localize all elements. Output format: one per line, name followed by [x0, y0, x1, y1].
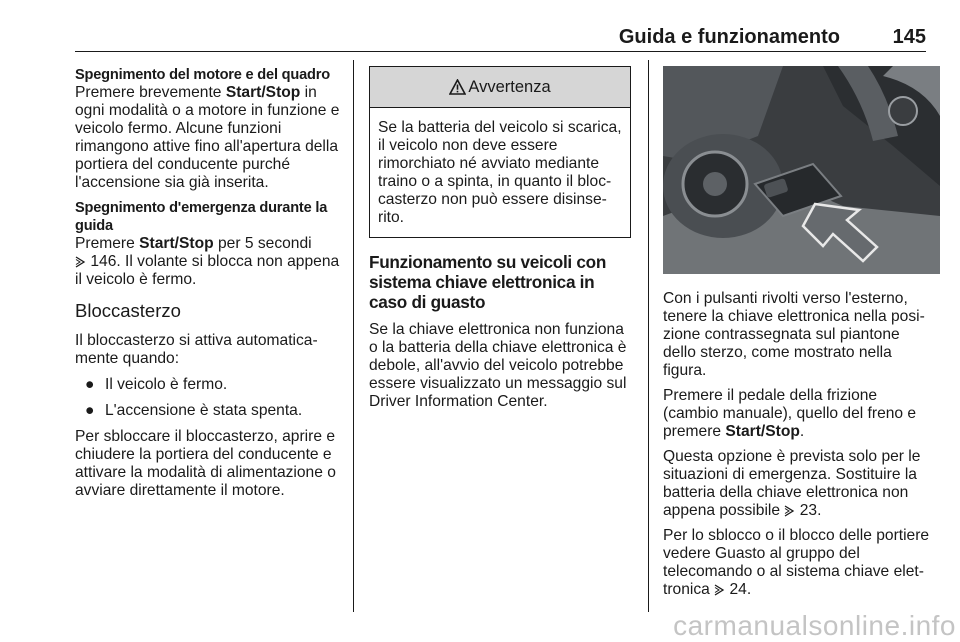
- section-title: Guida e funzionamento: [618, 26, 840, 48]
- bullet-icon: ●: [85, 376, 95, 393]
- warning-title: Avvertenza: [468, 78, 551, 96]
- list-item-text: L'accensione è stata spenta.: [105, 402, 303, 419]
- text: .: [817, 502, 822, 519]
- text: Per lo sblocco o il blocco delle portiere vedere Guasto al gruppo del telecomando o al sistema chiave elet-tronica: [663, 527, 930, 598]
- page-reference[interactable]: [784, 502, 817, 519]
- text: in ogni modalità o a motore in funzione e veicolo fermo. Alcune funzioni rimangono attive fino all'apertura della portiera del conducente purché l'accensione sia già inserita.: [75, 84, 340, 191]
- bullet-icon: ●: [85, 402, 95, 419]
- page-number: 145: [892, 26, 926, 48]
- text: Premere brevemente: [75, 84, 226, 101]
- list-item-text: Il veicolo è fermo.: [105, 376, 228, 393]
- paragraph-emergency-off: [75, 235, 343, 289]
- column-divider-1: [353, 60, 354, 612]
- page-reference-arrow-icon: [714, 584, 725, 596]
- page-reference[interactable]: [75, 253, 116, 270]
- page-reference-number: 24: [729, 581, 747, 598]
- list-item: [75, 376, 343, 394]
- column-middle: [369, 66, 635, 418]
- button-name-start-stop: Start/Stop: [225, 84, 301, 101]
- paragraph-steering-unlock: Per sbloccare il bloccasterzo, aprire e chiudere la portiera del conducente e attivare la modalità di alimentazione o avviare direttamente il motore.: [75, 428, 336, 499]
- steering-column-key-photo: [663, 66, 940, 274]
- paragraph-press-pedal: [663, 387, 933, 441]
- heading-steering-lock: Bloccasterzo: [75, 300, 181, 321]
- column-right: [663, 66, 933, 606]
- subheading-emergency-off: Spegnimento d'emergenza durante la guida: [75, 200, 328, 234]
- warning-header: [370, 67, 630, 108]
- text: .: [746, 581, 752, 598]
- page-reference[interactable]: [714, 581, 747, 598]
- paragraph-engine-off: [75, 84, 343, 192]
- watermark: carmanualsonline.info: [673, 610, 956, 641]
- page-reference-arrow-icon: [75, 256, 86, 268]
- list-item: [75, 402, 343, 420]
- page-reference-arrow-icon: [784, 505, 795, 517]
- page-reference-number: 146: [90, 253, 117, 270]
- text: . Il volante si blocca non appena il veicolo è fermo.: [75, 253, 340, 288]
- paragraph-hold-key: Con i pulsanti rivolti verso l'esterno, tenere la chiave elettronica nella posi-zione contrassegnata sul piantone dello sterzo, come mostrato nella figura.: [663, 290, 925, 379]
- column-divider-2: [648, 60, 649, 612]
- paragraph-unlock-doors: [663, 527, 933, 599]
- paragraph-steering-lock-intro: Il bloccasterzo si attiva automatica-mente quando:: [75, 332, 318, 367]
- warning-text: Se la batteria del veicolo si scarica, il veicolo non deve essere rimorchiato né avviato mediante traino o a spinta, in quanto il bloc-casterzo non può essere disinse-rito.: [378, 119, 622, 226]
- text: Questa opzione è prevista solo per le situazioni di emergenza. Sostituire la batteria della chiave elettronica non appena possibile: [663, 448, 921, 519]
- text: Premere: [75, 235, 140, 252]
- button-name-start-stop: Start/Stop: [725, 423, 800, 440]
- paragraph-emergency-only: [663, 448, 933, 520]
- warning-triangle-icon: [449, 79, 466, 95]
- warning-box: [369, 66, 631, 238]
- heading-electronic-key-failure: Funzionamento su veicoli con sistema chiave elettronica in caso di guasto: [369, 252, 607, 312]
- header-divider: [75, 51, 926, 52]
- page-reference-number: 23: [799, 502, 818, 519]
- text: Premere il pedale della frizione (cambio manuale), quello del freno e premere: [663, 387, 917, 440]
- subheading-engine-off: Spegnimento del motore e del quadro: [75, 67, 330, 83]
- button-name-start-stop: Start/Stop: [139, 235, 214, 252]
- text: .: [799, 423, 805, 440]
- paragraph-electronic-key-failure: Se la chiave elettronica non funziona o la batteria della chiave elettronica è debole, all'avvio del veicolo potrebbe essere visualizzato un messaggio sul Driver Information Center.: [369, 321, 627, 410]
- column-left: [75, 66, 343, 507]
- text: per 5 secondi: [213, 235, 312, 252]
